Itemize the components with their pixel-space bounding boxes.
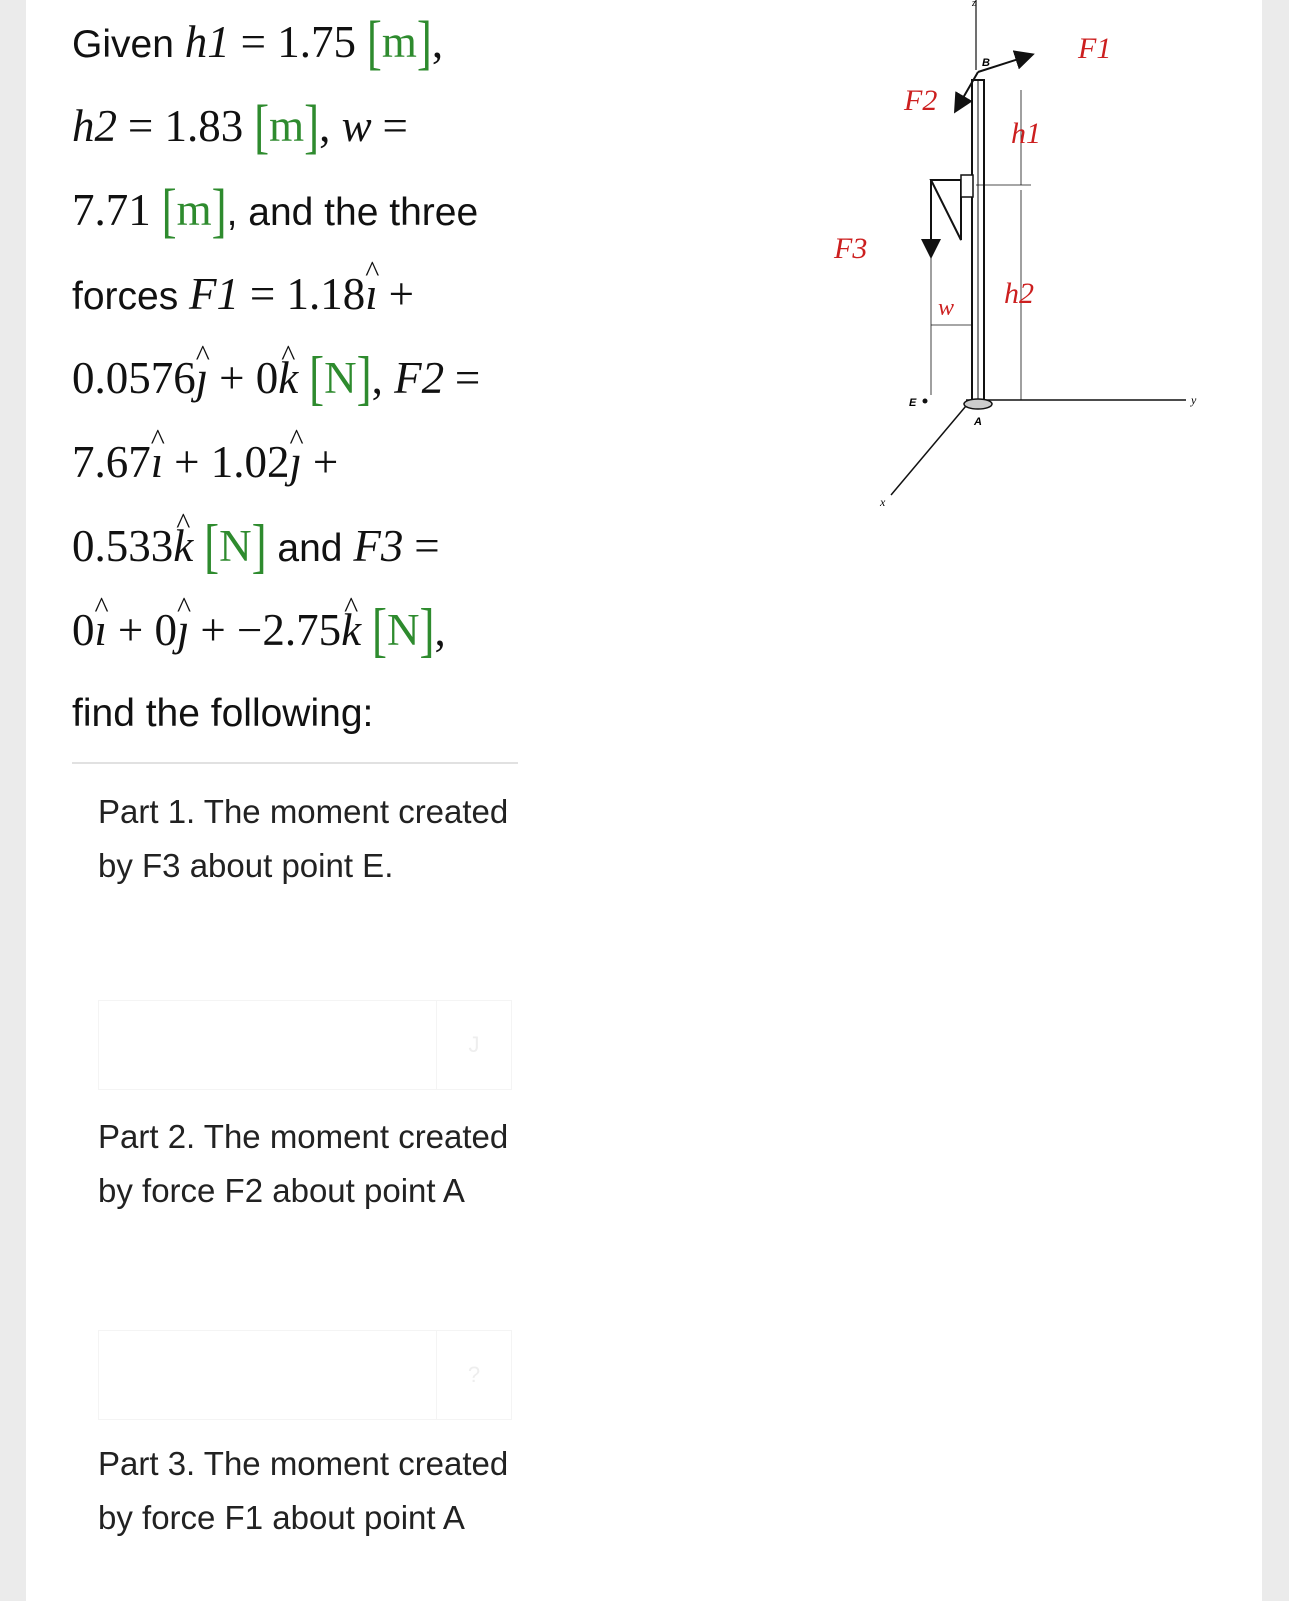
- F3-label: F3: [834, 232, 868, 265]
- part-2-answer-input[interactable]: [98, 1330, 512, 1420]
- F2-variable: F2: [394, 353, 445, 403]
- F1-k-value: 0: [255, 353, 279, 403]
- section-divider: [72, 762, 518, 764]
- h2-label: h2: [1004, 277, 1034, 310]
- bracket-arm: [931, 180, 961, 240]
- point-E-marker: [923, 399, 928, 404]
- F2-i-value: 7.67: [72, 437, 151, 487]
- F3-unit: N: [386, 605, 420, 655]
- point-B-label: B: [982, 57, 990, 69]
- F3-i-value: 0: [72, 605, 95, 655]
- forces-label: forces: [72, 275, 179, 318]
- structure-diagram: [816, 0, 1216, 520]
- x-axis-label: x: [880, 495, 886, 509]
- given-label: Given: [72, 23, 174, 66]
- problem-line-3: 7.71 [m], and the three: [72, 176, 479, 244]
- F1-label: F1: [1078, 32, 1112, 65]
- pole-base: [964, 399, 992, 409]
- y-axis-label: y: [1191, 393, 1197, 407]
- h2-value: 1.83: [164, 101, 244, 151]
- F2-j-value: 1.02: [210, 437, 290, 487]
- x-axis-line: [891, 400, 971, 495]
- point-E-label: E: [909, 397, 917, 409]
- part-1-answer-input[interactable]: [98, 1000, 512, 1090]
- problem-line-5: 0.0576^ ȷ + 0^ k [N], F2 =: [72, 336, 592, 420]
- z-axis-label: z: [972, 0, 976, 9]
- F1-i-value: 1.18: [286, 269, 366, 319]
- problem-line-1: Given h1 = 1.75 [m],: [72, 8, 444, 76]
- F2-label: F2: [904, 84, 938, 117]
- problem-line-9: [72, 672, 592, 756]
- part-2-unit-field[interactable]: ?: [436, 1331, 511, 1419]
- h2-variable: h2: [72, 101, 117, 151]
- F3-variable: F3: [353, 521, 404, 571]
- problem-line-4: forces F1 = 1.18^ ı +: [72, 252, 592, 336]
- F3-k-value: −2.75: [237, 605, 342, 655]
- h1-label: h1: [1011, 117, 1041, 150]
- part-1-question: Part 1. The moment created by F3 about point E.: [98, 793, 509, 884]
- problem-line-6: 7.67^ ı + 1.02^ ȷ +: [72, 420, 592, 504]
- problem-line-8: 0^ ı + 0^ ȷ + −2.75^ k [N],: [72, 588, 592, 672]
- w-variable: w: [341, 101, 372, 151]
- F2-k-value: 0.533: [72, 521, 174, 571]
- and-the-three-text: , and the three: [226, 191, 479, 234]
- part-2-question: Part 2. The moment created by force F2 about point A: [98, 1118, 509, 1209]
- content-page: [26, 0, 1262, 1601]
- w-value: 7.71: [72, 185, 151, 235]
- h1-value: 1.75: [277, 17, 356, 67]
- find-following-text: find the following:: [72, 692, 374, 735]
- problem-line-2: h2 = 1.83 [m], w =: [72, 92, 408, 160]
- F3-j-value: 0: [154, 605, 177, 655]
- w-label: w: [938, 295, 955, 321]
- F1-j-value: 0.0576: [72, 353, 196, 403]
- problem-statement: [72, 0, 592, 756]
- h1-unit: m: [381, 17, 417, 67]
- problem-line-7: 0.533^ k [N] and F3 =: [72, 504, 592, 588]
- h2-unit: m: [269, 101, 305, 151]
- bracket-mount: [961, 175, 973, 197]
- part-3-question: Part 3. The moment created by force F1 about point A: [98, 1445, 509, 1536]
- F1-unit: N: [324, 353, 357, 403]
- part-1-unit-field[interactable]: J: [436, 1001, 511, 1089]
- F2-unit: N: [219, 521, 252, 571]
- and-label: and: [277, 527, 343, 570]
- h1-variable: h1: [184, 17, 230, 67]
- point-A-label: A: [974, 416, 982, 428]
- F1-variable: F1: [189, 269, 240, 319]
- w-unit: m: [176, 185, 212, 235]
